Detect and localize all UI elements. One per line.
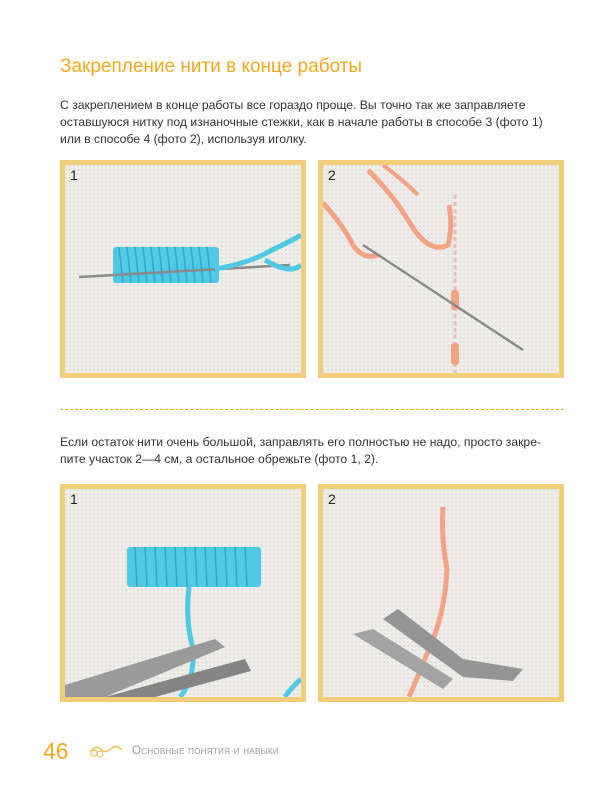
page-number: 46: [43, 738, 69, 764]
photo-needle-blue: [60, 160, 306, 378]
photo-number: 1: [70, 491, 78, 507]
photo-needle-peach-image: [323, 165, 559, 373]
photo-needle-blue-image: [65, 165, 301, 373]
intro-paragraph: [60, 97, 560, 148]
photo-scissors-blue: [60, 484, 306, 702]
photo-needle-peach: [318, 160, 564, 378]
photo-number: 1: [70, 167, 78, 183]
photo-number: 2: [328, 491, 336, 507]
section-name: Основные понятия и навыки: [132, 745, 279, 757]
photo-scissors-blue-image: [65, 489, 301, 697]
photo-number: 2: [328, 167, 336, 183]
intro-line-1: С закреплением в конце работы все гораздо проще. Вы точно так же заправляете: [60, 98, 526, 112]
intro-line-3: или в способе 4 (фото 2), используя иголку.: [60, 132, 307, 146]
photo-scissors-peach-image: [323, 489, 559, 697]
scissors-thread-icon: [88, 742, 124, 763]
page-title: Закрепление нити в конце работы: [60, 56, 363, 77]
second-line-2: пите участок 2—4 см, а остальное обрежьте (фото 1, 2).: [60, 452, 379, 466]
photo-scissors-peach: [318, 484, 564, 702]
section-divider: [60, 409, 564, 410]
second-paragraph: [60, 434, 560, 468]
second-line-1: Если остаток нити очень большой, заправлять его полностью не надо, просто закре-: [60, 435, 542, 449]
intro-line-2: оставшуюся нитку под изнаночные стежки, как в начале работы в способе 3 (фото 1): [60, 115, 543, 129]
